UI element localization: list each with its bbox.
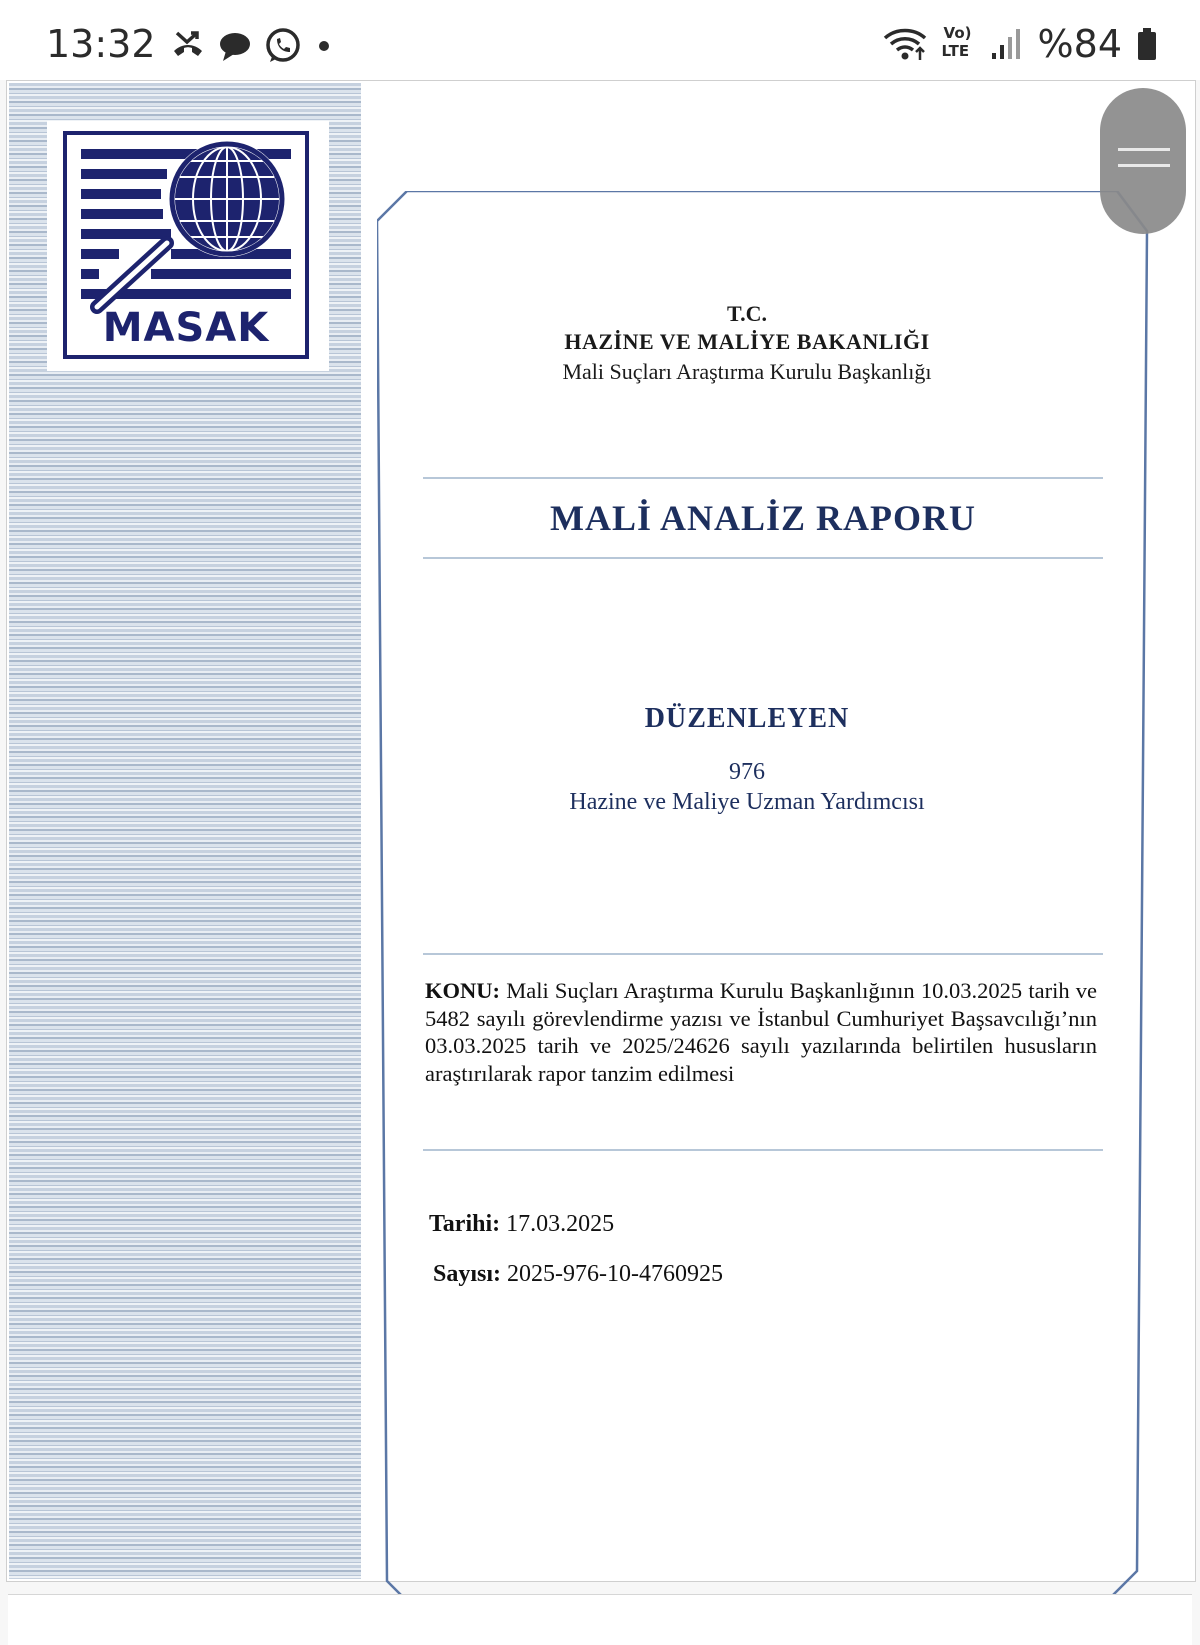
prepared-by-title: Hazine ve Maliye Uzman Yardımcısı [569,789,925,815]
number-label: Sayısı: [433,1261,502,1287]
dot-icon [314,36,334,56]
next-page-edge [8,1594,1192,1645]
whatsapp-icon [264,27,302,65]
date-label: Tarihi: [429,1211,501,1237]
volte-icon [942,24,976,64]
battery-icon [1136,27,1158,61]
subject-text: Mali Suçları Araştırma Kurulu Başkanlığının 10.03.2025 tarih ve 5482 sayılı görevlendirme yazısı ve İstanbul Cumhuriyet Başsavcılığı’nın 03.03.2025 tarih ve 2025/24626 sayılı yazılarında belirtilen hususların araştırılarak rapor tanzim edilmesi [425,978,1098,1086]
header-department: Mali Suçları Araştırma Kurulu Başkanlığı [562,359,932,384]
report-border [377,191,1167,1631]
divider [423,1149,1103,1151]
menu-icon-bar [1118,164,1170,167]
report-date [429,1211,614,1238]
subject-label: KONU: [425,978,500,1003]
logo-frame [63,131,309,359]
volte-label: Vo) [943,24,972,42]
subject-paragraph [425,977,1097,1087]
prepared-by-label: DÜZENLEYEN [644,703,850,734]
header-tc: T.C. [727,301,767,326]
logo-text: MASAK [102,305,270,351]
report-title: MALİ ANALİZ RAPORU [549,498,977,538]
status-time: 13:32 [46,22,156,66]
notification-icons [170,28,334,64]
header-ministry: HAZİNE VE MALİYE BAKANLIĞI [564,329,930,354]
status-bar [0,0,1200,80]
missed-call-icon [170,29,206,63]
menu-button[interactable] [1100,88,1186,234]
report-cover [377,191,1167,1631]
report-number [433,1261,723,1288]
divider [423,477,1103,479]
divider [423,953,1103,955]
prepared-by-number: 976 [729,759,765,785]
message-icon [218,29,252,63]
system-icons [882,22,1158,66]
divider [423,557,1103,559]
signal-icon [990,27,1024,61]
lte-label: LTE [941,42,970,60]
date-value: 17.03.2025 [506,1211,615,1237]
wifi-icon [882,26,928,62]
number-value: 2025-976-10-4760925 [507,1261,723,1287]
menu-icon-bar [1118,148,1170,151]
decorative-stripe-panel [9,83,361,1579]
masak-logo [47,121,329,371]
document-page [6,80,1196,1582]
battery-percentage: %84 [1037,22,1122,66]
